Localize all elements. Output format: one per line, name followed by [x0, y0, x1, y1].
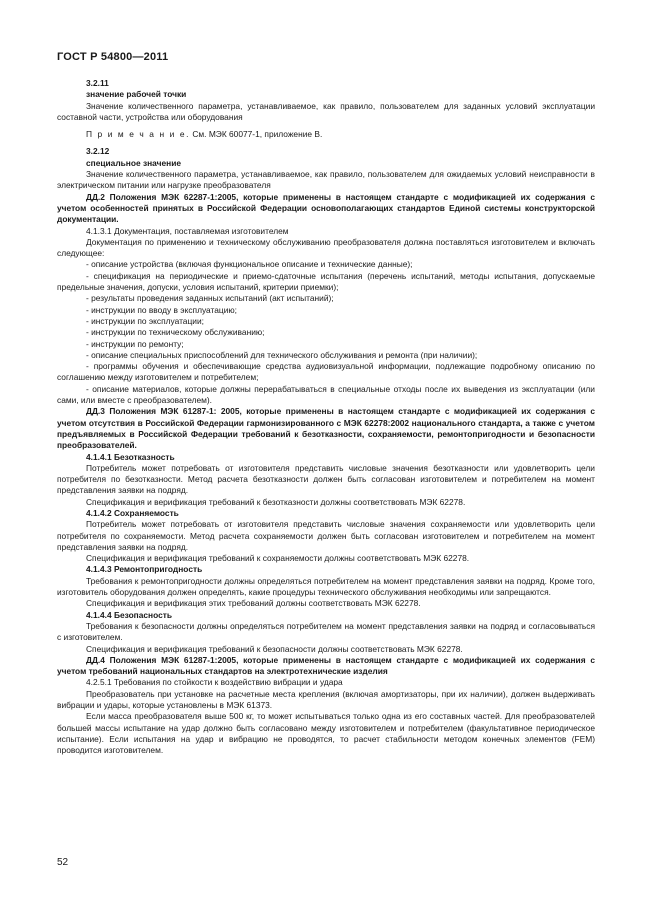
clause-text: Потребитель может потребовать от изготовителя представить числовые значения безотказности или удовлетворить цели потребителя по безотказности. Метод расчета безотказности должен быть согласован изготовителем и потребителем на момент представления заявки на подряд.	[57, 462, 595, 496]
clause-title-4143: 4.1.4.3 Ремонтопригодность	[86, 564, 203, 575]
list-item: - инструкции по техническому обслуживанию;	[86, 327, 265, 338]
list-item: - инструкции по ремонту;	[86, 338, 184, 349]
clause-4131: 4.1.3.1 Документация, поставляемая изготовителем	[86, 225, 289, 236]
clause-text: Спецификация и верификация требований к сохраняемости должны соответствовать МЭК 62278.	[86, 553, 470, 564]
clause-text: Преобразователь при установке на расчетные места крепления (включая амортизаторы, при их наличии), должен выдерживать вибрации и удары, которые установлены в МЭК 61373.	[57, 688, 595, 711]
clause-text: Спецификация и верификация требований к безотказности должны соответствовать МЭК 62278.	[86, 496, 466, 507]
note-label: П р и м е ч а н и е.	[86, 129, 191, 140]
term-title: значение рабочей точки	[86, 89, 187, 100]
list-item: - спецификация на периодические и приемо-сдаточные испытания (перечень испытаний, методы испытания, допускаемые предельные значения, допуски, условия испытаний, критерии приемки);	[57, 270, 595, 293]
list-item: - программы обучения и обеспечивающие средства аудиовизуальной информации, подлежащие подробному описанию по соглашению между изготовителем и потребителем;	[57, 361, 595, 383]
clause-text: Требования к безопасности должны определяться потребителем на момент представления заявки на подряд и согласовываться с изготовителем.	[57, 620, 595, 643]
list-item: - инструкции по эксплуатации;	[86, 315, 204, 326]
term-note	[57, 129, 595, 140]
clause-text: Потребитель может потребовать от изготовителя представить числовые значения сохраняемости или удовлетворить цели потребителя по сохраняемости. Метод расчета сохраняемости должен быть согласован изготовителем и потребителем на момент представления заявки на подряд.	[57, 519, 595, 552]
term-number: 3.2.12	[86, 146, 110, 157]
list-item: - описание специальных приспособлений для технического обслуживания и ремонта (при наличии);	[86, 349, 478, 360]
clause-text: Спецификация и верификация требований к безопасности должны соответствовать МЭК 62278.	[86, 643, 463, 654]
clause-text: Спецификация и верификация этих требований должны соответствовать МЭК 62278.	[86, 598, 421, 609]
clause-4251: 4.2.5.1 Требования по стойкости к воздействию вибрации и удара	[86, 677, 343, 688]
list-item: - описание материалов, которые должны перерабатываться в специальные отходы после их выведения из эксплуатации (или сами, или вместе с преобразователем).	[57, 383, 595, 406]
dd3-heading: ДД.3 Положения МЭК 61287-1: 2005, которые применены в настоящем стандарте с модификацией их содержания с учетом отсутствия в Российской Федерации гармонизированного с МЭК 62278:2002 национального стандарта, а также с учетом предъявляемых в Российской Федерации требований к безотказности, сохраняемости, ремонтопригодности и безопасности преобразователей.	[57, 406, 595, 451]
clause-title-4144: 4.1.4.4 Безопасность	[86, 609, 173, 620]
term-title: специальное значение	[86, 157, 182, 168]
clause-title-4142: 4.1.4.2 Сохраняемость	[86, 507, 179, 518]
document-code-header: ГОСТ Р 54800—2011	[57, 51, 169, 63]
page-number: 52	[57, 857, 69, 868]
documentation-intro: Документация по применению и техническому обслуживанию преобразователя должна поставляться изготовителем и включать следующее:	[57, 236, 595, 259]
dd2-heading: ДД.2 Положения МЭК 62287-1:2005, которые применены в настоящем стандарте с модификацией их содержания с учетом особенностей принятых в Российской Федерации основополагающих стандартов Единой системы конструкторской документации.	[57, 191, 595, 225]
clause-title-4141: 4.1.4.1 Безотказность	[86, 451, 175, 462]
page-body	[57, 78, 595, 757]
term-number: 3.2.11	[86, 78, 109, 88]
list-item: - инструкции по вводу в эксплуатацию;	[86, 304, 238, 315]
list-item: - результаты проведения заданных испытаний (акт испытаний);	[86, 293, 334, 304]
clause-text: Если масса преобразователя выше 500 кг, то может испытываться только одна из его составных частей. Для преобразователей большей массы испытание на удар должно быть согласовано между изготовителем и потребителем (факультативное периодическое испытание). Если испытания на удар и вибрацию не проводятся, то расчет стабильности методом конечных элементов (FEM) проводится изготовителем.	[57, 711, 595, 756]
dd4-heading: ДД.4 Положения МЭК 61287-1:2005, которые применены в настоящем стандарте с модификацией их содержания с учетом требований национальных стандартов на электротехнические изделия	[57, 654, 595, 677]
note-text: См. МЭК 60077-1, приложение В.	[190, 129, 323, 140]
term-definition: Значение количественного параметра, устанавливаемое, как правило, пользователем для заданных условий эксплуатации составной части, устройства или оборудования	[57, 100, 595, 122]
clause-text: Требования к ремонтопригодности должны определяться потребителем на момент представления заявки на подряд. Кроме того, изготовитель оборудования должен определять, какие процедуры технического обслуживания необходимы или запрещаются.	[57, 575, 595, 598]
term-definition: Значение количественного параметра, устанавливаемое, как правило, пользователем для ожидаемых условий неисправности в электрическом питании или нагрузке преобразователя	[57, 169, 595, 191]
list-item: - описание устройства (включая функциональное описание и технические данные);	[86, 259, 413, 270]
